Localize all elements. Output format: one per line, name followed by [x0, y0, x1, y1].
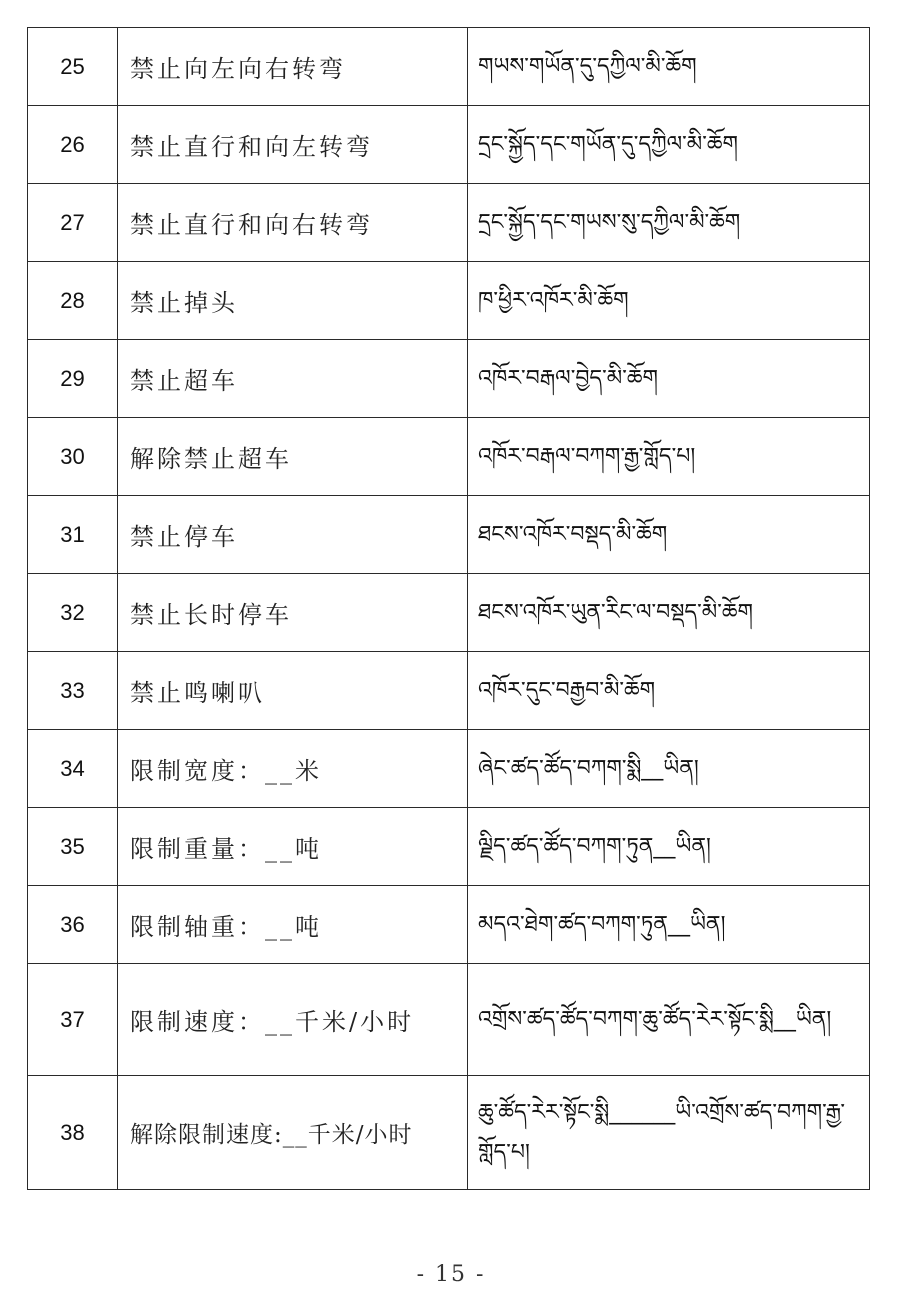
table-row [28, 574, 870, 652]
row-number: 25 [28, 28, 118, 106]
row-number: 26 [28, 106, 118, 184]
table-row [28, 418, 870, 496]
row-number: 34 [28, 730, 118, 808]
page-number: - 15 - [416, 1262, 486, 1287]
chinese-term: 限制宽度：__米 [118, 730, 468, 808]
chinese-term: 禁止向左向右转弯 [118, 28, 468, 106]
row-number: 30 [28, 418, 118, 496]
table-row [28, 964, 870, 1076]
tibetan-term: འཁོར་བརྒལ་བཀག་རྒྱ་གློད་པ། [468, 418, 870, 496]
tibetan-term: འགྲོས་ཚད་ཚོད་བཀག་ཆུ་ཚོད་རེར་སྟོང་སྨི__ཡིན། [468, 964, 870, 1076]
table-row [28, 496, 870, 574]
table-row [28, 28, 870, 106]
chinese-term: 禁止鸣喇叭 [118, 652, 468, 730]
chinese-term: 禁止超车 [118, 340, 468, 418]
chinese-term: 限制轴重：__吨 [118, 886, 468, 964]
row-number: 37 [28, 964, 118, 1076]
tibetan-term: ཆུ་ཚོད་རེར་སྟོང་སྨི______ཡི་འགྲོས་ཚད་བཀག་རྒྱ་གློད་པ། [468, 1076, 870, 1190]
tibetan-term: གཡས་གཡོན་དུ་དཀྱིལ་མི་ཆོག [468, 28, 870, 106]
row-number: 31 [28, 496, 118, 574]
table-row [28, 184, 870, 262]
table-row [28, 262, 870, 340]
table-row [28, 730, 870, 808]
row-number: 33 [28, 652, 118, 730]
tibetan-term: ཐངས་འཁོར་ཡུན་རིང་ལ་བསྡད་མི་ཆོག [468, 574, 870, 652]
chinese-term: 禁止长时停车 [118, 574, 468, 652]
table-row [28, 340, 870, 418]
chinese-term: 禁止直行和向右转弯 [118, 184, 468, 262]
tibetan-term: ཞེང་ཚད་ཚོད་བཀག་སྨི__ཡིན། [468, 730, 870, 808]
table-row [28, 652, 870, 730]
tibetan-term: མདའ་ཐེག་ཚད་བཀག་ཏུན__ཡིན། [468, 886, 870, 964]
chinese-term: 解除禁止超车 [118, 418, 468, 496]
chinese-term: 解除限制速度:__千米/小时 [118, 1076, 468, 1190]
row-number: 28 [28, 262, 118, 340]
chinese-term: 限制速度：__千米/小时 [118, 964, 468, 1076]
table-row [28, 1076, 870, 1190]
terms-table [27, 27, 870, 1190]
tibetan-term: ཐངས་འཁོར་བསྡད་མི་ཆོག [468, 496, 870, 574]
row-number: 38 [28, 1076, 118, 1190]
chinese-term: 限制重量：__吨 [118, 808, 468, 886]
table-row [28, 808, 870, 886]
row-number: 32 [28, 574, 118, 652]
row-number: 29 [28, 340, 118, 418]
chinese-term: 禁止直行和向左转弯 [118, 106, 468, 184]
tibetan-term: ཁ་ཕྱིར་འཁོར་མི་ཆོག [468, 262, 870, 340]
tibetan-term: དྲང་སྐྱོད་དང་གཡོན་དུ་དཀྱིལ་མི་ཆོག [468, 106, 870, 184]
chinese-term: 禁止掉头 [118, 262, 468, 340]
row-number: 35 [28, 808, 118, 886]
table-row [28, 106, 870, 184]
row-number: 36 [28, 886, 118, 964]
tibetan-term: འཁོར་བརྒལ་བྱེད་མི་ཆོག [468, 340, 870, 418]
chinese-term: 禁止停车 [118, 496, 468, 574]
tibetan-term: འཁོར་དུང་བརྒྱབ་མི་ཆོག [468, 652, 870, 730]
row-number: 27 [28, 184, 118, 262]
tibetan-term: དྲང་སྐྱོད་དང་གཡས་སུ་དཀྱིལ་མི་ཆོག [468, 184, 870, 262]
tibetan-term: ལྗིད་ཚད་ཚོད་བཀག་ཏུན__ཡིན། [468, 808, 870, 886]
table-row [28, 886, 870, 964]
